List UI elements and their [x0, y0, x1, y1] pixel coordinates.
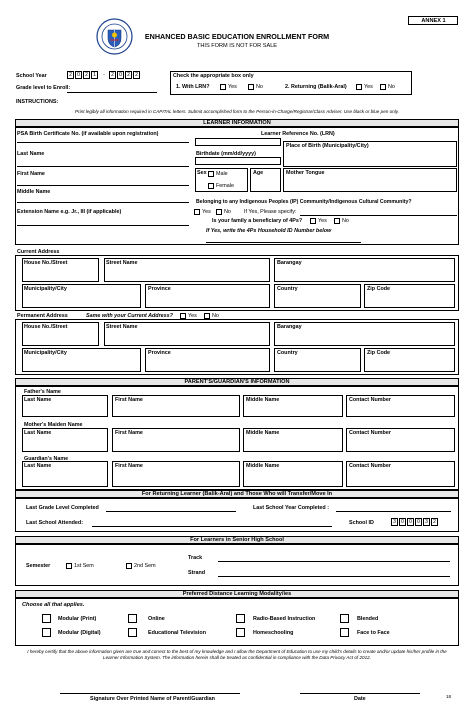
- permanent-address-title: Permanent Address: [17, 313, 68, 319]
- radio-based-checkbox[interactable]: [236, 614, 245, 623]
- cur-country-label: Country: [277, 286, 298, 292]
- distance-band: Preferred Distance Learning Modality/ies: [15, 590, 459, 598]
- extension-field[interactable]: [17, 225, 189, 226]
- last-school-label: Last School Attended:: [26, 520, 84, 526]
- ip-no-label: No: [224, 209, 231, 215]
- returning-no-label: No: [388, 84, 395, 90]
- first-name-label: First Name: [17, 171, 45, 177]
- sy-dash: -: [103, 72, 105, 78]
- same-address-no-label: No: [212, 313, 219, 319]
- modular-print-label: Modular (Print): [58, 616, 97, 622]
- instructions-text: Print legibly all information required in CAPITAL letters. Submit accomplished form to the Person-in-Charge/Registrar/Class Adviser. Use black or blue pen only.: [75, 109, 399, 114]
- guardian-contact-label: Contact Number: [349, 463, 391, 469]
- school-id-digit[interactable]: 2: [431, 518, 438, 526]
- fourps-label: Is your family a beneficiary of 4Ps?: [212, 218, 303, 224]
- household-id-field[interactable]: [206, 242, 361, 243]
- sy-digit[interactable]: 2: [133, 71, 140, 79]
- school-id-digit[interactable]: 0: [415, 518, 422, 526]
- date-line[interactable]: [300, 693, 420, 694]
- learner-info-band: LEARNER INFORMATION: [15, 119, 459, 127]
- guardian-last-label: Last Name: [24, 463, 52, 469]
- cur-house-label: House No./Street: [24, 260, 68, 266]
- returning-no-checkbox[interactable]: [380, 84, 386, 90]
- school-id-digit[interactable]: 3: [423, 518, 430, 526]
- female-checkbox[interactable]: [208, 183, 214, 189]
- face-to-face-label: Face to Face: [357, 630, 390, 636]
- guardian-first-label: First Name: [115, 463, 143, 469]
- sy-digit[interactable]: 2: [83, 71, 90, 79]
- female-label: Female: [216, 183, 234, 189]
- birthdate-field[interactable]: [195, 157, 281, 165]
- annex-label: ANNEX 1: [421, 18, 446, 24]
- cur-zip-label: Zip Code: [367, 286, 391, 292]
- mother-contact-label: Contact Number: [349, 430, 391, 436]
- current-address-title: Current Address: [17, 249, 60, 255]
- last-grade-label: Last Grade Level Completed: [26, 505, 99, 511]
- first-name-field[interactable]: [17, 185, 189, 186]
- guardian-middle-label: Middle Name: [246, 463, 280, 469]
- with-lrn-no-checkbox[interactable]: [248, 84, 254, 90]
- perm-province-label: Province: [148, 350, 171, 356]
- with-lrn-no-label: No: [256, 84, 263, 90]
- check-appropriate-label: Check the appropriate box only: [173, 73, 254, 79]
- form-title: ENHANCED BASIC EDUCATION ENROLLMENT FORM: [144, 32, 330, 41]
- mother-first-label: First Name: [115, 430, 143, 436]
- first-sem-label: 1st Sem: [74, 563, 94, 569]
- male-checkbox[interactable]: [208, 171, 214, 177]
- last-sy-field[interactable]: [336, 511, 451, 512]
- grade-level-field[interactable]: [67, 92, 157, 93]
- returning-yes-label: Yes: [364, 84, 373, 90]
- guardian-name-label: Guardian's Name: [24, 456, 69, 462]
- school-id-digit[interactable]: 0: [407, 518, 414, 526]
- last-name-label: Last Name: [17, 151, 45, 157]
- returning-label: 2. Returning (Balik-Aral): [285, 84, 347, 90]
- fourps-no-label: No: [342, 218, 349, 224]
- fourps-yes-label: Yes: [318, 218, 327, 224]
- modular-print-checkbox[interactable]: [42, 614, 51, 623]
- first-sem-checkbox[interactable]: [66, 563, 72, 569]
- blended-checkbox[interactable]: [340, 614, 349, 623]
- strand-field[interactable]: [218, 576, 450, 577]
- ip-specify-field[interactable]: [300, 215, 457, 216]
- educational-tv-label: Educational Television: [148, 630, 207, 636]
- modular-digital-checkbox[interactable]: [42, 628, 51, 637]
- signature-line[interactable]: [60, 693, 240, 694]
- father-middle-label: Middle Name: [246, 397, 280, 403]
- second-sem-checkbox[interactable]: [126, 563, 132, 569]
- mother-middle-label: Middle Name: [246, 430, 280, 436]
- returning-yes-checkbox[interactable]: [356, 84, 362, 90]
- extension-label: Extension Name e.g. Jr., III (if applicable): [17, 209, 122, 215]
- school-id-digit[interactable]: 3: [391, 518, 398, 526]
- perm-country-label: Country: [277, 350, 298, 356]
- form-subtitle: THIS FORM IS NOT FOR SALE: [196, 43, 278, 49]
- mother-last-label: Last Name: [24, 430, 52, 436]
- blended-label: Blended: [357, 616, 379, 622]
- ip-no-checkbox[interactable]: [216, 209, 222, 215]
- father-first-label: First Name: [115, 397, 143, 403]
- sy-digit[interactable]: 1: [91, 71, 98, 79]
- ip-specify-label: If Yes, Please specify:: [244, 209, 297, 215]
- face-to-face-checkbox[interactable]: [340, 628, 349, 637]
- perm-municipality-label: Municipality/City: [24, 350, 67, 356]
- certification-text: I hereby certify that the above information given are true and correct to the best of my knowledge and I allow the Department of Education to use my child's details to create and/or update his/her profile in the Learner Information System. The information herein shall be treated as confidential in compliance with the Data Privacy Act of 2012.: [27, 649, 447, 660]
- shs-band: For Learners in Senior High School: [15, 536, 459, 544]
- mother-tongue-label: Mother Tongue: [286, 170, 325, 176]
- strand-label: Strand: [188, 570, 206, 576]
- sy-digit[interactable]: 0: [117, 71, 124, 79]
- ip-yes-checkbox[interactable]: [194, 209, 200, 215]
- choose-all-label: Choose all that applies.: [22, 602, 85, 608]
- same-address-label: Same with your Current Address?: [86, 313, 173, 319]
- ip-yes-label: Yes: [202, 209, 211, 215]
- fourps-no-checkbox[interactable]: [334, 218, 340, 224]
- birthdate-label: Birthdate (mm/dd/yyyy): [196, 151, 256, 157]
- homeschooling-checkbox[interactable]: [236, 628, 245, 637]
- father-last-label: Last Name: [24, 397, 52, 403]
- mother-name-label: Mother's Maiden Name: [24, 422, 83, 428]
- father-contact-label: Contact Number: [349, 397, 391, 403]
- instructions-heading: INSTRUCTIONS:: [16, 99, 59, 105]
- psa-field[interactable]: [17, 142, 189, 143]
- middle-name-label: Middle Name: [17, 189, 51, 195]
- perm-barangay-label: Barangay: [277, 324, 302, 330]
- sex-label: Sex: [197, 170, 207, 176]
- household-id-label: If Yes, write the 4Ps Household ID Number below: [206, 228, 332, 234]
- same-address-yes-label: Yes: [188, 313, 197, 319]
- radio-based-label: Radio-Based Instruction: [253, 616, 316, 622]
- returning-band: For Returning Learner (Balik-Aral) and Those Who will Transfer/Move In: [15, 490, 459, 498]
- modular-digital-label: Modular (Digital): [58, 630, 101, 636]
- perm-zip-label: Zip Code: [367, 350, 391, 356]
- last-sy-label: Last School Year Completed :: [253, 505, 329, 511]
- cur-street-label: Street Name: [106, 260, 138, 266]
- with-lrn-yes-label: Yes: [228, 84, 237, 90]
- lrn-label: Learner Reference No. (LRN): [261, 131, 335, 137]
- online-label: Online: [148, 616, 165, 622]
- school-id-digit[interactable]: 0: [399, 518, 406, 526]
- track-field[interactable]: [218, 561, 450, 562]
- fourps-yes-checkbox[interactable]: [310, 218, 316, 224]
- school-year-label: School Year: [16, 73, 47, 79]
- page-number: 18: [446, 694, 452, 699]
- lrn-field[interactable]: [195, 138, 281, 146]
- sy-digit[interactable]: 2: [125, 71, 132, 79]
- cur-barangay-label: Barangay: [277, 260, 302, 266]
- online-checkbox[interactable]: [128, 614, 137, 623]
- homeschooling-label: Homeschooling: [253, 630, 294, 636]
- psa-label: PSA Birth Certificate No. (if available upon registration): [17, 131, 159, 137]
- perm-house-label: House No./Street: [24, 324, 68, 330]
- parents-band: PARENT'S/GUARDIAN'S INFORMATION: [15, 378, 459, 386]
- second-sem-label: 2nd Sem: [134, 563, 156, 569]
- ip-label: Belonging to any Indigenous Peoples (IP) Community/Indigenous Cultural Community?: [196, 199, 412, 205]
- date-label: Date: [354, 696, 366, 702]
- semester-label: Semester: [26, 563, 51, 569]
- with-lrn-label: 1. With LRN?: [176, 84, 210, 90]
- signature-label: Signature Over Printed Name of Parent/Guardian: [90, 696, 215, 702]
- sy-digit[interactable]: 2: [109, 71, 116, 79]
- father-name-label: Father's Name: [24, 389, 61, 395]
- perm-street-label: Street Name: [106, 324, 138, 330]
- place-of-birth-label: Place of Birth (Municipality/City): [286, 143, 369, 149]
- last-name-field[interactable]: [17, 166, 189, 167]
- sy-digit[interactable]: 0: [75, 71, 82, 79]
- sy-digit[interactable]: 2: [67, 71, 74, 79]
- track-label: Track: [188, 555, 203, 561]
- grade-level-label: Grade level to Enroll:: [16, 85, 71, 91]
- cur-municipality-label: Municipality/City: [24, 286, 67, 292]
- age-label: Age: [253, 170, 264, 176]
- annex-label-box: [408, 16, 458, 25]
- school-id-label: School ID: [349, 520, 374, 526]
- with-lrn-yes-checkbox[interactable]: [220, 84, 226, 90]
- educational-tv-checkbox[interactable]: [128, 628, 137, 637]
- middle-name-field[interactable]: [17, 202, 189, 203]
- last-grade-field[interactable]: [106, 511, 236, 512]
- male-label: Male: [216, 171, 228, 177]
- last-school-field[interactable]: [92, 526, 332, 527]
- cur-province-label: Province: [148, 286, 171, 292]
